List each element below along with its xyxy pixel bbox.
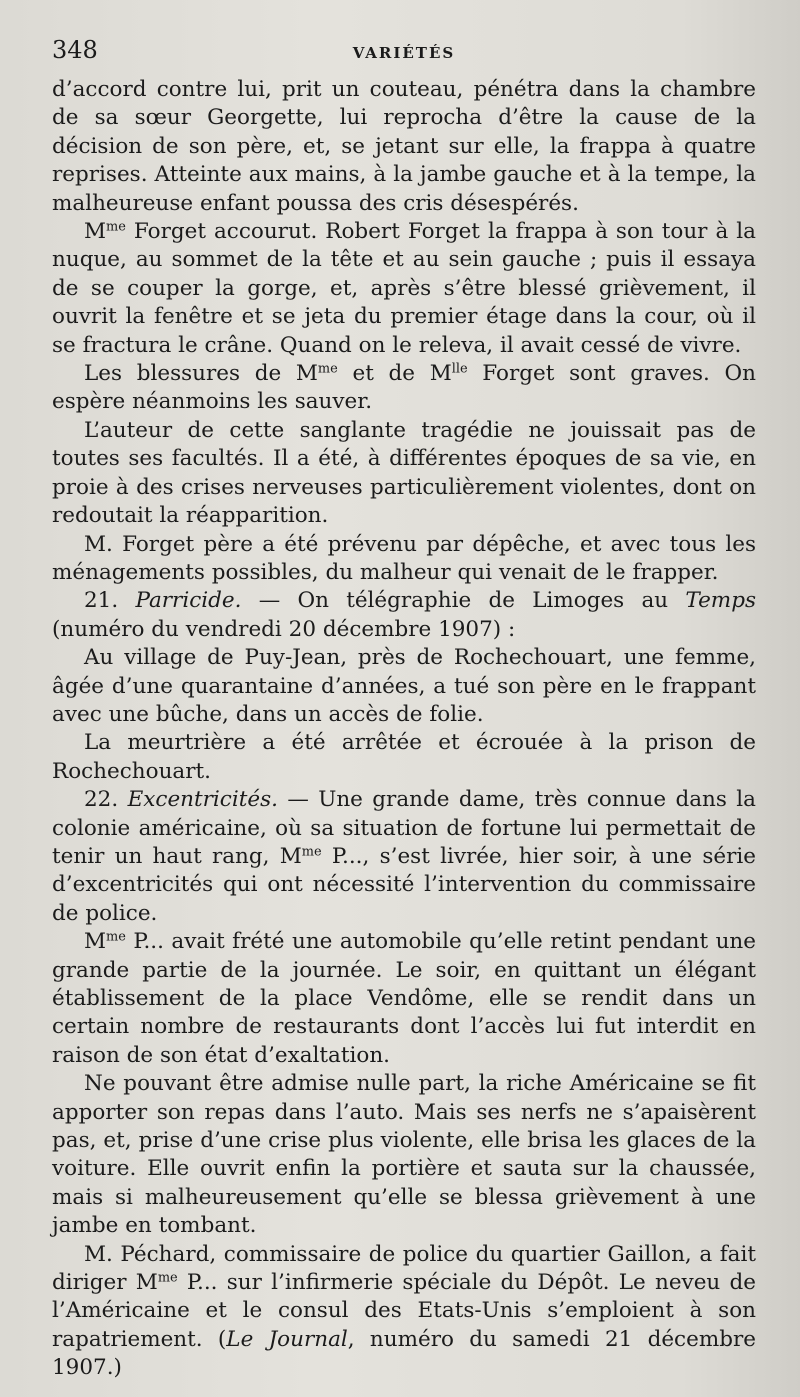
- text-run: 22.: [84, 787, 128, 813]
- paragraph: [52, 786, 756, 928]
- text-run: (numéro du vendredi 20 décembre 1907) :: [52, 616, 516, 642]
- text-run: L’auteur de cette sanglante tragédie ne jouissait pas de toutes ses facultés. Il a été, à différentes époques de sa vie, en proie à des crises nerveuses particulièrement violentes, dont on redoutait la réapparition.: [52, 417, 756, 529]
- text-run: Les blessures de M: [84, 361, 318, 387]
- text-run: M: [84, 219, 107, 245]
- italic-text: Le Journal: [226, 1326, 348, 1352]
- body-text: [52, 76, 756, 1383]
- running-head: [52, 36, 756, 76]
- text-run: M. Péchard, commissaire de police du quartier Gaillon, a fait diriger M: [52, 1241, 756, 1296]
- italic-text: Parricide.: [135, 588, 242, 614]
- text-run: M. Forget père a été prévenu par dépêche, et avec tous les ménagements possibles, du malheur qui venait de le frapper.: [52, 531, 756, 585]
- paragraph: [52, 417, 756, 531]
- page-number: 348: [52, 36, 98, 64]
- text-run: Ne pouvant être admise nulle part, la riche Américaine se fit apporter son repas dans l’auto. Mais ses nerfs ne s’apaisèrent pas, et, prise d’une crise plus violente, elle brisa les glaces de la voiture. Elle ouvrit enfin la portière et sauta sur la chaussée, mais si malheureusement qu’elle se blessa grièvement à une jambe en tombant.: [52, 1071, 756, 1239]
- text-run: 21.: [84, 588, 136, 614]
- text-run: Forget accourut. Robert Forget la frappa à son tour à la nuque, au sommet de la tête et au sein gauche ; puis il essaya de se couper la gorge, et, après s’être blessé grièvement, il ouvrit la fenêtre et se jeta du premier étage dans la cour, où il se fractura le crâne. Quand on le releva, il avait cessé de vivre.: [52, 219, 756, 358]
- paragraph: [52, 729, 756, 786]
- superscript-abbrev: me: [317, 361, 338, 377]
- text-run: P... avait frété une automobile qu’elle retint pendant une grande partie de la journée. Le soir, en quittant un élégant établissement de la place Vendôme, elle se rendit dans un certain nombre de restaurants dont l’accès lui fut interdit en raison de son état d’exaltation.: [52, 929, 756, 1068]
- text-run: La meurtrière a été arrêtée et écrouée à la prison de Rochechouart.: [52, 730, 756, 784]
- paragraph: [52, 1070, 756, 1240]
- paragraph: [52, 76, 756, 218]
- running-title: VARIÉTÉS: [352, 44, 456, 62]
- text-run: Au village de Puy-Jean, près de Rochechouart, une femme, âgée d’une quarantaine d’années, a tué son père en le frappant avec une bûche, dans un accès de folie.: [52, 645, 756, 727]
- text-run: d’accord contre lui, prit un couteau, pénétra dans la chambre de sa sœur Georgette, lui reprocha d’être la cause de la décision de son père, et, se jetant sur elle, la frappa à quatre reprises. Atteinte aux mains, à la jambe gauche et à la tempe, la malheureuse enfant poussa des cris désespérés.: [52, 77, 756, 216]
- paragraph: [52, 928, 756, 1070]
- superscript-abbrev: me: [106, 929, 126, 945]
- superscript-abbrev: me: [157, 1270, 178, 1286]
- paragraph: [52, 360, 756, 417]
- superscript-abbrev: me: [106, 219, 126, 235]
- text-run: M: [84, 929, 107, 955]
- paragraph: [52, 587, 756, 644]
- italic-text: Temps: [685, 588, 756, 614]
- italic-text: Excentricités.: [127, 787, 278, 813]
- text-run: P... sur l’infirmerie spéciale du Dépôt. Le neveu de l’Américaine et le consul des Etats-Unis s’emploient à son rapatriement. (: [52, 1270, 757, 1352]
- text-run: , numéro du samedi 21 décembre 1907.): [52, 1326, 756, 1381]
- paragraph: [52, 644, 756, 729]
- text-run: et de M: [337, 361, 452, 387]
- text-run: Forget sont graves. On espère néanmoins les sauver.: [52, 361, 756, 415]
- text-run: P..., s’est livrée, hier soir, à une série d’excentricités qui ont nécessité l’intervention du commissaire de police.: [52, 843, 756, 926]
- paragraph: [52, 1241, 756, 1383]
- superscript-abbrev: me: [301, 844, 322, 860]
- paragraph: [52, 218, 756, 360]
- text-run: — Une grande dame, très connue dans la colonie américaine, où sa situation de fortune lui permettait de tenir un haut rang, M: [52, 787, 756, 869]
- superscript-abbrev: lle: [451, 361, 468, 377]
- paragraph: [52, 531, 756, 588]
- text-run: — On télégraphie de Limoges au: [241, 588, 686, 614]
